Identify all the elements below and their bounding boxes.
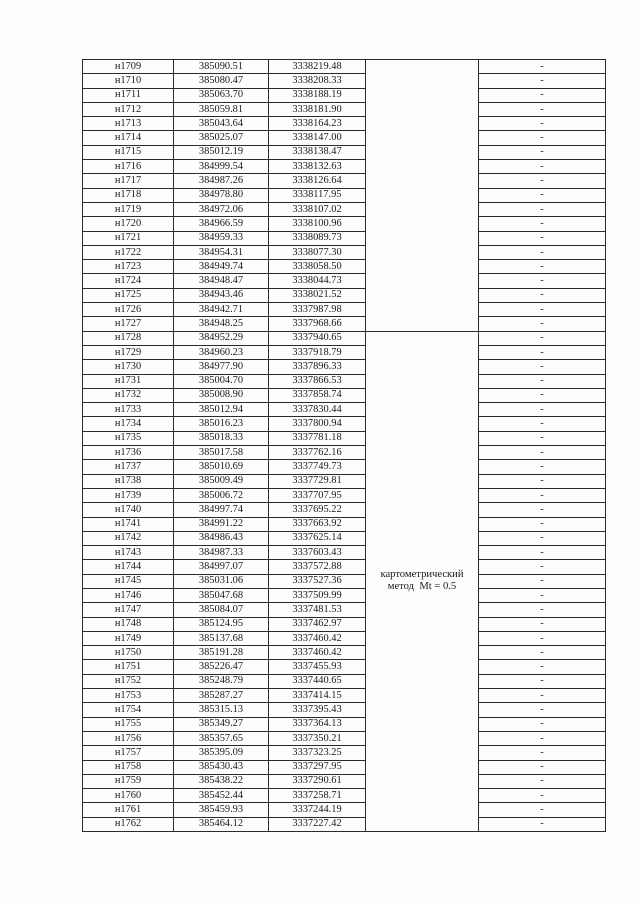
point-name-cell: н1714 — [83, 131, 174, 145]
table-row — [83, 803, 606, 817]
note-cell: - — [479, 174, 606, 188]
y-coordinate-cell: 3337364.13 — [269, 717, 366, 731]
note-cell: - — [479, 717, 606, 731]
table-row — [83, 345, 606, 359]
note-cell: - — [479, 674, 606, 688]
x-coordinate-cell: 384972.06 — [174, 202, 269, 216]
note-cell: - — [479, 631, 606, 645]
note-cell: - — [479, 789, 606, 803]
y-coordinate-cell: 3337414.15 — [269, 689, 366, 703]
table-row — [83, 703, 606, 717]
y-coordinate-cell: 3337762.16 — [269, 446, 366, 460]
point-name-cell: н1727 — [83, 317, 174, 331]
note-cell: - — [479, 546, 606, 560]
y-coordinate-cell: 3338058.50 — [269, 260, 366, 274]
x-coordinate-cell: 385137.68 — [174, 631, 269, 645]
point-name-cell: н1753 — [83, 689, 174, 703]
coordinates-table — [82, 59, 606, 832]
note-cell: - — [479, 245, 606, 259]
note-cell: - — [479, 145, 606, 159]
x-coordinate-cell: 384997.74 — [174, 503, 269, 517]
table-row — [83, 331, 606, 345]
x-coordinate-cell: 385349.27 — [174, 717, 269, 731]
y-coordinate-cell: 3337244.19 — [269, 803, 366, 817]
point-name-cell: н1754 — [83, 703, 174, 717]
x-coordinate-cell: 384966.59 — [174, 217, 269, 231]
x-coordinate-cell: 384987.26 — [174, 174, 269, 188]
note-cell: - — [479, 417, 606, 431]
table-row — [83, 245, 606, 259]
point-name-cell: н1747 — [83, 603, 174, 617]
point-name-cell: н1759 — [83, 774, 174, 788]
x-coordinate-cell: 385080.47 — [174, 74, 269, 88]
point-name-cell: н1721 — [83, 231, 174, 245]
point-name-cell: н1728 — [83, 331, 174, 345]
note-cell: - — [479, 374, 606, 388]
table-row — [83, 231, 606, 245]
note-cell: - — [479, 588, 606, 602]
y-coordinate-cell: 3337896.33 — [269, 360, 366, 374]
x-coordinate-cell: 384987.33 — [174, 546, 269, 560]
note-cell: - — [479, 60, 606, 74]
x-coordinate-cell: 385248.79 — [174, 674, 269, 688]
table-row — [83, 646, 606, 660]
y-coordinate-cell: 3337729.81 — [269, 474, 366, 488]
y-coordinate-cell: 3337455.93 — [269, 660, 366, 674]
point-name-cell: н1738 — [83, 474, 174, 488]
note-cell: - — [479, 345, 606, 359]
point-name-cell: н1709 — [83, 60, 174, 74]
x-coordinate-cell: 385395.09 — [174, 746, 269, 760]
table-row — [83, 503, 606, 517]
note-cell: - — [479, 102, 606, 116]
point-name-cell: н1761 — [83, 803, 174, 817]
x-coordinate-cell: 385124.95 — [174, 617, 269, 631]
note-cell: - — [479, 288, 606, 302]
table-row — [83, 746, 606, 760]
x-coordinate-cell: 385006.72 — [174, 488, 269, 502]
point-name-cell: н1717 — [83, 174, 174, 188]
point-name-cell: н1729 — [83, 345, 174, 359]
note-cell: - — [479, 731, 606, 745]
x-coordinate-cell: 385287.27 — [174, 689, 269, 703]
x-coordinate-cell: 384978.80 — [174, 188, 269, 202]
table-row — [83, 603, 606, 617]
x-coordinate-cell: 385438.22 — [174, 774, 269, 788]
y-coordinate-cell: 3337572.88 — [269, 560, 366, 574]
table-row — [83, 474, 606, 488]
coordinates-table-body — [83, 60, 606, 832]
x-coordinate-cell: 385004.70 — [174, 374, 269, 388]
table-row — [83, 560, 606, 574]
y-coordinate-cell: 3337707.95 — [269, 488, 366, 502]
y-coordinate-cell: 3337695.22 — [269, 503, 366, 517]
point-name-cell: н1730 — [83, 360, 174, 374]
x-coordinate-cell: 384952.29 — [174, 331, 269, 345]
point-name-cell: н1762 — [83, 817, 174, 831]
table-row — [83, 403, 606, 417]
point-name-cell: н1758 — [83, 760, 174, 774]
note-cell: - — [479, 188, 606, 202]
x-coordinate-cell: 384943.46 — [174, 288, 269, 302]
y-coordinate-cell: 3338188.19 — [269, 88, 366, 102]
y-coordinate-cell: 3337800.94 — [269, 417, 366, 431]
point-name-cell: н1745 — [83, 574, 174, 588]
table-row — [83, 446, 606, 460]
table-row — [83, 817, 606, 831]
y-coordinate-cell: 3337323.25 — [269, 746, 366, 760]
x-coordinate-cell: 385464.12 — [174, 817, 269, 831]
note-cell: - — [479, 217, 606, 231]
y-coordinate-cell: 3338089.73 — [269, 231, 366, 245]
x-coordinate-cell: 385009.49 — [174, 474, 269, 488]
point-name-cell: н1736 — [83, 446, 174, 460]
x-coordinate-cell: 385025.07 — [174, 131, 269, 145]
note-cell: - — [479, 360, 606, 374]
point-name-cell: н1755 — [83, 717, 174, 731]
note-cell: - — [479, 646, 606, 660]
table-row — [83, 74, 606, 88]
note-cell: - — [479, 74, 606, 88]
table-row — [83, 760, 606, 774]
note-cell: - — [479, 474, 606, 488]
table-row — [83, 774, 606, 788]
point-name-cell: н1751 — [83, 660, 174, 674]
table-row — [83, 288, 606, 302]
table-row — [83, 188, 606, 202]
x-coordinate-cell: 385012.94 — [174, 403, 269, 417]
x-coordinate-cell: 385063.70 — [174, 88, 269, 102]
point-name-cell: н1741 — [83, 517, 174, 531]
point-name-cell: н1725 — [83, 288, 174, 302]
note-cell: - — [479, 331, 606, 345]
x-coordinate-cell: 384959.33 — [174, 231, 269, 245]
y-coordinate-cell: 3337625.14 — [269, 531, 366, 545]
x-coordinate-cell: 385084.07 — [174, 603, 269, 617]
table-row — [83, 260, 606, 274]
table-row — [83, 689, 606, 703]
x-coordinate-cell: 385047.68 — [174, 588, 269, 602]
point-name-cell: н1743 — [83, 546, 174, 560]
y-coordinate-cell: 3337460.42 — [269, 631, 366, 645]
point-name-cell: н1719 — [83, 202, 174, 216]
x-coordinate-cell: 385059.81 — [174, 102, 269, 116]
y-coordinate-cell: 3337481.53 — [269, 603, 366, 617]
point-name-cell: н1749 — [83, 631, 174, 645]
x-coordinate-cell: 384942.71 — [174, 303, 269, 317]
x-coordinate-cell: 384948.25 — [174, 317, 269, 331]
y-coordinate-cell: 3337858.74 — [269, 388, 366, 402]
table-row — [83, 731, 606, 745]
table-row — [83, 102, 606, 116]
point-name-cell: н1718 — [83, 188, 174, 202]
table-row — [83, 145, 606, 159]
y-coordinate-cell: 3337509.99 — [269, 588, 366, 602]
y-coordinate-cell: 3337350.21 — [269, 731, 366, 745]
y-coordinate-cell: 3337830.44 — [269, 403, 366, 417]
x-coordinate-cell: 385357.65 — [174, 731, 269, 745]
y-coordinate-cell: 3337290.61 — [269, 774, 366, 788]
note-cell: - — [479, 703, 606, 717]
x-coordinate-cell: 385012.19 — [174, 145, 269, 159]
note-cell: - — [479, 446, 606, 460]
y-coordinate-cell: 3337258.71 — [269, 789, 366, 803]
y-coordinate-cell: 3338138.47 — [269, 145, 366, 159]
point-name-cell: н1746 — [83, 588, 174, 602]
table-row — [83, 517, 606, 531]
point-name-cell: н1739 — [83, 488, 174, 502]
x-coordinate-cell: 385090.51 — [174, 60, 269, 74]
x-coordinate-cell: 385008.90 — [174, 388, 269, 402]
y-coordinate-cell: 3337968.66 — [269, 317, 366, 331]
x-coordinate-cell: 385430.43 — [174, 760, 269, 774]
x-coordinate-cell: 384977.90 — [174, 360, 269, 374]
table-row — [83, 531, 606, 545]
x-coordinate-cell: 384948.47 — [174, 274, 269, 288]
note-cell: - — [479, 160, 606, 174]
point-name-cell: н1740 — [83, 503, 174, 517]
y-coordinate-cell: 3338077.30 — [269, 245, 366, 259]
point-name-cell: н1750 — [83, 646, 174, 660]
note-cell: - — [479, 317, 606, 331]
table-row — [83, 202, 606, 216]
point-name-cell: н1710 — [83, 74, 174, 88]
point-name-cell: н1748 — [83, 617, 174, 631]
point-name-cell: н1716 — [83, 160, 174, 174]
point-name-cell: н1712 — [83, 102, 174, 116]
method-text-line1: картометрический — [380, 569, 464, 581]
point-name-cell: н1711 — [83, 88, 174, 102]
y-coordinate-cell: 3338181.90 — [269, 102, 366, 116]
point-name-cell: н1723 — [83, 260, 174, 274]
x-coordinate-cell: 385017.58 — [174, 446, 269, 460]
note-cell: - — [479, 774, 606, 788]
table-row — [83, 88, 606, 102]
x-coordinate-cell: 384997.07 — [174, 560, 269, 574]
y-coordinate-cell: 3337527.36 — [269, 574, 366, 588]
x-coordinate-cell: 385191.28 — [174, 646, 269, 660]
table-row — [83, 417, 606, 431]
note-cell: - — [479, 760, 606, 774]
note-cell: - — [479, 303, 606, 317]
y-coordinate-cell: 3337440.65 — [269, 674, 366, 688]
table-row — [83, 488, 606, 502]
x-coordinate-cell: 384991.22 — [174, 517, 269, 531]
table-row — [83, 131, 606, 145]
note-cell: - — [479, 431, 606, 445]
note-cell: - — [479, 803, 606, 817]
method-cell — [366, 331, 479, 831]
y-coordinate-cell: 3338100.96 — [269, 217, 366, 231]
x-coordinate-cell: 384986.43 — [174, 531, 269, 545]
table-row — [83, 460, 606, 474]
note-cell: - — [479, 746, 606, 760]
note-cell: - — [479, 660, 606, 674]
point-name-cell: н1756 — [83, 731, 174, 745]
table-row — [83, 631, 606, 645]
note-cell: - — [479, 88, 606, 102]
table-row — [83, 303, 606, 317]
y-coordinate-cell: 3338126.64 — [269, 174, 366, 188]
point-name-cell: н1744 — [83, 560, 174, 574]
note-cell: - — [479, 460, 606, 474]
point-name-cell: н1737 — [83, 460, 174, 474]
point-name-cell: н1724 — [83, 274, 174, 288]
y-coordinate-cell: 3338021.52 — [269, 288, 366, 302]
note-cell: - — [479, 817, 606, 831]
y-coordinate-cell: 3337866.53 — [269, 374, 366, 388]
note-cell: - — [479, 531, 606, 545]
note-cell: - — [479, 574, 606, 588]
point-name-cell: н1713 — [83, 117, 174, 131]
x-coordinate-cell: 385226.47 — [174, 660, 269, 674]
table-row — [83, 174, 606, 188]
point-name-cell: н1732 — [83, 388, 174, 402]
table-row — [83, 574, 606, 588]
point-name-cell: н1726 — [83, 303, 174, 317]
note-cell: - — [479, 260, 606, 274]
table-row — [83, 274, 606, 288]
y-coordinate-cell: 3338044.73 — [269, 274, 366, 288]
table-row — [83, 388, 606, 402]
x-coordinate-cell: 385452.44 — [174, 789, 269, 803]
note-cell: - — [479, 274, 606, 288]
point-name-cell: н1733 — [83, 403, 174, 417]
y-coordinate-cell: 3337395.43 — [269, 703, 366, 717]
y-coordinate-cell: 3337227.42 — [269, 817, 366, 831]
note-cell: - — [479, 488, 606, 502]
note-cell: - — [479, 560, 606, 574]
method-text-line2: метод Mt = 0.5 — [387, 581, 457, 593]
note-cell: - — [479, 617, 606, 631]
y-coordinate-cell: 3337663.92 — [269, 517, 366, 531]
x-coordinate-cell: 385018.33 — [174, 431, 269, 445]
note-cell: - — [479, 689, 606, 703]
note-cell: - — [479, 517, 606, 531]
y-coordinate-cell: 3337781.18 — [269, 431, 366, 445]
y-coordinate-cell: 3338117.95 — [269, 188, 366, 202]
x-coordinate-cell: 385043.64 — [174, 117, 269, 131]
x-coordinate-cell: 385010.69 — [174, 460, 269, 474]
note-cell: - — [479, 403, 606, 417]
note-cell: - — [479, 231, 606, 245]
note-cell: - — [479, 388, 606, 402]
table-row — [83, 674, 606, 688]
y-coordinate-cell: 3337987.98 — [269, 303, 366, 317]
point-name-cell: н1734 — [83, 417, 174, 431]
y-coordinate-cell: 3337940.65 — [269, 331, 366, 345]
x-coordinate-cell: 384949.74 — [174, 260, 269, 274]
table-row — [83, 217, 606, 231]
x-coordinate-cell: 385031.06 — [174, 574, 269, 588]
point-name-cell: н1720 — [83, 217, 174, 231]
table-row — [83, 60, 606, 74]
y-coordinate-cell: 3337603.43 — [269, 546, 366, 560]
x-coordinate-cell: 385016.23 — [174, 417, 269, 431]
table-row — [83, 317, 606, 331]
point-name-cell: н1752 — [83, 674, 174, 688]
table-row — [83, 617, 606, 631]
y-coordinate-cell: 3338107.02 — [269, 202, 366, 216]
table-row — [83, 117, 606, 131]
table-row — [83, 546, 606, 560]
y-coordinate-cell: 3338219.48 — [269, 60, 366, 74]
y-coordinate-cell: 3338132.63 — [269, 160, 366, 174]
note-cell: - — [479, 603, 606, 617]
table-row — [83, 431, 606, 445]
point-name-cell: н1715 — [83, 145, 174, 159]
x-coordinate-cell: 385315.13 — [174, 703, 269, 717]
x-coordinate-cell: 384999.54 — [174, 160, 269, 174]
table-row — [83, 789, 606, 803]
x-coordinate-cell: 384960.23 — [174, 345, 269, 359]
point-name-cell: н1735 — [83, 431, 174, 445]
note-cell: - — [479, 131, 606, 145]
method-cell-empty — [366, 60, 479, 332]
y-coordinate-cell: 3337460.42 — [269, 646, 366, 660]
note-cell: - — [479, 117, 606, 131]
table-row — [83, 717, 606, 731]
x-coordinate-cell: 385459.93 — [174, 803, 269, 817]
point-name-cell: н1757 — [83, 746, 174, 760]
y-coordinate-cell: 3337297.95 — [269, 760, 366, 774]
note-cell: - — [479, 503, 606, 517]
y-coordinate-cell: 3338164.23 — [269, 117, 366, 131]
point-name-cell: н1731 — [83, 374, 174, 388]
y-coordinate-cell: 3337918.79 — [269, 345, 366, 359]
table-row — [83, 660, 606, 674]
point-name-cell: н1742 — [83, 531, 174, 545]
y-coordinate-cell: 3338208.33 — [269, 74, 366, 88]
note-cell: - — [479, 202, 606, 216]
table-row — [83, 360, 606, 374]
y-coordinate-cell: 3337749.73 — [269, 460, 366, 474]
point-name-cell: н1722 — [83, 245, 174, 259]
y-coordinate-cell: 3337462.97 — [269, 617, 366, 631]
table-row — [83, 588, 606, 602]
x-coordinate-cell: 384954.31 — [174, 245, 269, 259]
table-row — [83, 160, 606, 174]
table-row — [83, 374, 606, 388]
y-coordinate-cell: 3338147.00 — [269, 131, 366, 145]
point-name-cell: н1760 — [83, 789, 174, 803]
